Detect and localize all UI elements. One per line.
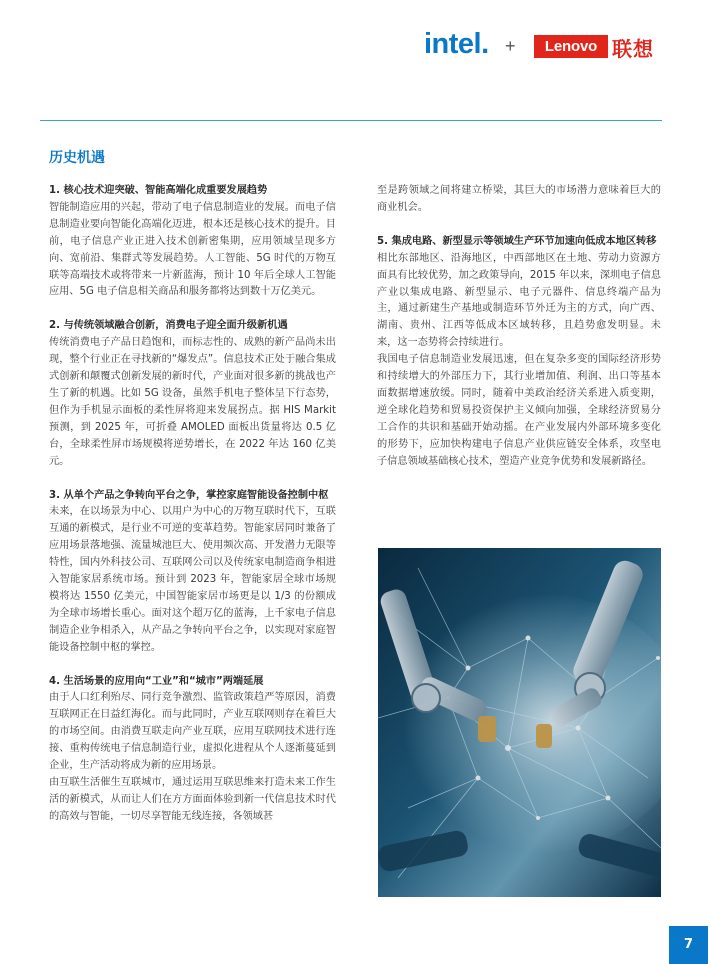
left-column — [49, 183, 336, 826]
paragraph: 未来，在以场景为中心、以用户为中心的万物互联时代下，互联互通的新模式，是行业不可逆的变革趋势。智能家居同时兼备了应用场景落地强、流量城池巨大、使用频次高、开发潜力无限等特性，国内外科技公司、互联网公司以及传统家电制造商争相进入智能家居系统市场。预计到 2023 年，智能家居全球市场规模将达 1550 亿美元，中国智能家居市场更是以 1/3 的份额成为全球市场增长重心。面对这个超万亿的蓝海，上千家电子信息制造企业争相杀入，从产品之争转向平台之争，以实现对家庭智能设备控制中枢的掌控。 — [49, 506, 336, 653]
topic-heading: 1. 核心技术迎突破、智能高端化成重要发展趋势 — [49, 185, 268, 196]
page-header — [0, 0, 710, 120]
plus-sign: + — [505, 36, 516, 56]
robotic-arm-network-image — [378, 548, 661, 897]
right-column — [377, 183, 661, 471]
paragraph: 传统消费电子产品日趋饱和，而标志性的、成熟的新产品尚未出现，整个行业正在寻找新的“爆发点”。信息技术正处于融合集成式创新和颠覆式创新发展的新时代，产业面对很多新的挑战也产生了新的机遇。比如 5G 设备，虽然手机电子整体呈下行态势，但作为手机显示面板的柔性屏将迎来发展拐点。据 HIS Markit 预测，到 2025 年，可折叠 AMOLED 面板出货量将达 0.5 亿台，全球柔性屏市场规模将逆势增长，在 2022 年达 160 亿美元。 — [49, 337, 336, 467]
paragraph: 我国电子信息制造业发展迅速，但在复杂多变的国际经济形势和持续增大的外部压力下，其行业增加值、利润、出口等基本面数据增速放缓。同时，随着中美政治经济关系进入质变期，逆全球化趋势和贸易投资保护主义倾向加强，全球经济贸易分工合作的共识和基础开始动摇。在产业发展内外部环境多变化的形势下，应加快构建电子信息产业供应链安全体系，攻坚电子信息领域基础核心技术，塑造产业竞争优势和发展新路径。 — [377, 354, 661, 467]
section-title: 历史机遇 — [49, 150, 105, 166]
topic-block — [49, 183, 336, 301]
topic-heading: 5. 集成电路、新型显示等领域生产环节加速向低成本地区转移 — [377, 235, 657, 247]
paragraph: 智能制造应用的兴起，带动了电子信息制造业的发展。而电子信息制造业要向智能化高端化迈进，根本还是核心技术的提升。目前，电子信息产业正进入技术创新密集期，应用领域呈现多方向、宽前沿、集群式等发展趋势。人工智能、5G 时代的万物互联等高端技术或将带来一片新蓝海，预计 10 年后全球人工智能应用、5G 电子信息相关商品和服务都将达到数十万亿美元。 — [49, 201, 336, 298]
continued-block — [377, 183, 661, 217]
page-number: 7 — [669, 926, 708, 964]
topic-block — [49, 318, 336, 470]
intel-logo: intel. — [424, 28, 489, 60]
topic-heading: 2. 与传统领域融合创新，消费电子迎全面升级新机遇 — [49, 320, 288, 332]
topic-block — [377, 234, 661, 471]
lenovo-chinese-logo: 联想 — [612, 37, 654, 61]
topic-block — [49, 674, 336, 826]
paragraph: 相比东部地区、沿海地区，中西部地区在土地、劳动力资源方面具有比较优势，加之政策导向，2015 年以来，深圳电子信息产业以集成电路、新型显示、电子元器件、信息终端产品为主，通过新建生产基地或制造环节外迁为主的方式，向广西、湖南、贵州、江西等低成本区域转移，且趋势愈发明显。未来，这一态势将会持续进行。 — [377, 252, 661, 349]
paragraph: 至是跨领域之间将建立桥梁，其巨大的市场潜力意味着巨大的商业机会。 — [377, 185, 661, 213]
topic-block — [49, 488, 336, 657]
paragraph: 由互联生活催生互联城市，通过运用互联思维来打造未来工作生活的新模式，从而让人们在方方面面体验到新一代信息技术时代的高效与智能，一切尽享智能无线连接，各领域甚 — [49, 777, 336, 822]
header-divider — [40, 120, 662, 121]
topic-heading: 3. 从单个产品之争转向平台之争，掌控家庭智能设备控制中枢 — [49, 489, 329, 501]
lenovo-logo: Lenovo — [534, 35, 608, 58]
topic-heading: 4. 生活场景的应用向“工业”和“城市”两端延展 — [49, 675, 264, 687]
paragraph: 由于人口红利殆尽、同行竞争激烈、监管政策趋严等原因，消费互联网正在日益红海化。而与此同时，产业互联网则存在着巨大的市场空间。由消费互联走向产业互联，应用互联网技术进行连接、重构传统电子信息制造行业，虚拟化进程从个人逐渐蔓延到企业，生产活动将成为新的应用场景。 — [49, 692, 336, 772]
